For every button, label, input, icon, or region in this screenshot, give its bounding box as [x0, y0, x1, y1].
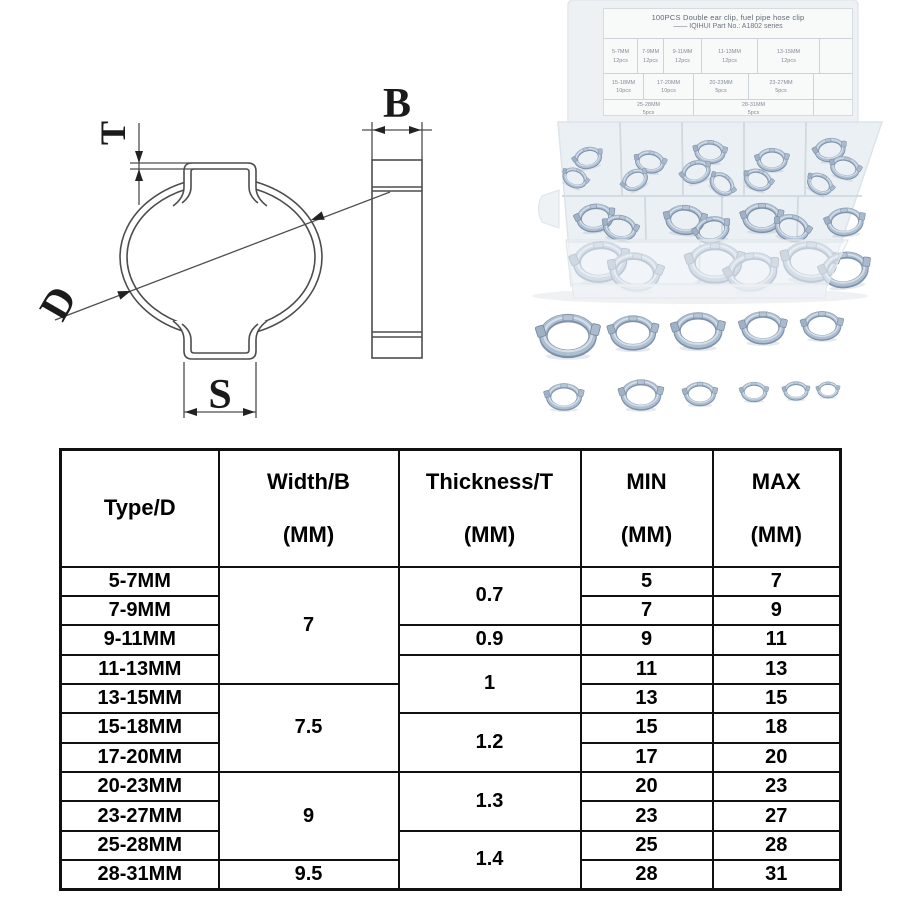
box-label-title: 100PCS Double ear clip, fuel pipe hose clip: [651, 13, 805, 22]
label-size: 25-28MM: [636, 101, 661, 108]
width-label: B: [382, 81, 412, 127]
min-cell: 15: [581, 713, 713, 742]
type-cell: 23-27MM: [61, 801, 219, 830]
min-cell: 5: [581, 567, 713, 596]
label-size: 17-20MM: [656, 79, 681, 86]
label-qty: 5pcs: [775, 88, 787, 94]
type-cell: 15-18MM: [61, 713, 219, 742]
max-cell: 28: [713, 831, 841, 860]
arrow-right-icon: [409, 126, 421, 134]
label-qty: 5pcs: [747, 110, 760, 116]
max-cell: 15: [713, 684, 841, 713]
table-row: [61, 655, 841, 684]
max-cell: 7: [713, 567, 841, 596]
thickness-cell: 1.3: [399, 772, 581, 831]
table-row: [61, 567, 841, 596]
type-cell: 11-13MM: [61, 655, 219, 684]
type-cell: 17-20MM: [61, 743, 219, 772]
loose-clamps-row1: [535, 312, 844, 360]
label-qty: 12pcs: [781, 57, 796, 64]
max-cell: 11: [713, 625, 841, 654]
label-qty: 12pcs: [643, 57, 658, 64]
min-cell: 28: [581, 860, 713, 889]
thickness-cell: 1.2: [399, 713, 581, 772]
min-cell: 17: [581, 743, 713, 772]
label-size: 9-11MM: [672, 49, 693, 56]
thickness-cell: 0.9: [399, 625, 581, 654]
header-max: MAX (MM): [713, 450, 841, 567]
width-cell: 9: [219, 772, 399, 860]
type-cell: 28-31MM: [61, 860, 219, 889]
box-label: [603, 8, 853, 116]
table-row: [61, 713, 841, 742]
type-cell: 5-7MM: [61, 567, 219, 596]
clamp-side-view: [372, 160, 422, 358]
table-row: [61, 831, 841, 860]
thickness-cell: 0.7: [399, 567, 581, 626]
label-qty: 12pcs: [613, 57, 628, 64]
width-cell: 9.5: [219, 860, 399, 889]
ear-width-label: S: [208, 372, 232, 418]
box-label-partno: —— IQIHUI Part No.: A1802 series: [673, 23, 783, 30]
min-cell: 11: [581, 655, 713, 684]
arrow-left-icon: [373, 126, 385, 134]
label-grid-row2: [604, 73, 852, 100]
label-size: 13-15MM: [776, 49, 801, 56]
width-cell: 7: [219, 567, 399, 684]
label-qty: 10pcs: [661, 88, 676, 94]
min-cell: 23: [581, 801, 713, 830]
arrow-up-icon: [135, 169, 143, 181]
thickness-cell: 1.4: [399, 831, 581, 890]
max-cell: 20: [713, 743, 841, 772]
type-cell: 7-9MM: [61, 596, 219, 625]
label-size: 23-27MM: [769, 79, 793, 86]
min-cell: 7: [581, 596, 713, 625]
label-qty: 12pcs: [675, 57, 690, 64]
header-thickness: Thickness/T (MM): [399, 450, 581, 567]
arrow-right-icon: [243, 408, 255, 416]
diameter-line: [55, 192, 390, 320]
label-size: 15-18MM: [611, 79, 636, 86]
label-qty: 10pcs: [616, 88, 631, 94]
max-cell: 13: [713, 655, 841, 684]
header-width: Width/B (MM): [219, 450, 399, 567]
max-cell: 23: [713, 772, 841, 801]
product-photo: [500, 0, 900, 445]
box-front-wall: [566, 240, 848, 286]
diameter-label: D: [31, 278, 87, 329]
table-row: [61, 772, 841, 801]
table-header-row: [61, 450, 841, 567]
max-cell: 18: [713, 713, 841, 742]
max-cell: 31: [713, 860, 841, 889]
table-row: [61, 625, 841, 654]
min-cell: 20: [581, 772, 713, 801]
min-cell: 25: [581, 831, 713, 860]
label-qty: 5pcs: [642, 110, 655, 116]
clamp-front-view: [120, 163, 322, 359]
header-min: MIN (MM): [581, 450, 713, 567]
max-cell: 27: [713, 801, 841, 830]
type-cell: 13-15MM: [61, 684, 219, 713]
box-latch: [539, 190, 560, 228]
label-size: 7-9MM: [641, 49, 660, 56]
box-front-lip: [572, 284, 827, 298]
max-cell: 9: [713, 596, 841, 625]
label-size: 28-31MM: [741, 101, 766, 108]
header-type: Type/D: [61, 450, 219, 567]
min-cell: 9: [581, 625, 713, 654]
label-size: 20-23MM: [709, 79, 733, 86]
thickness-label: T: [93, 120, 133, 146]
label-qty: 12pcs: [722, 57, 737, 64]
arrow-left-icon: [185, 408, 197, 416]
label-size: 11-13MM: [718, 49, 741, 56]
label-size: 5-7MM: [611, 49, 630, 56]
spec-table: [59, 448, 841, 891]
width-dimension: [362, 122, 432, 160]
loose-clamps-row2: [543, 380, 840, 412]
type-cell: 25-28MM: [61, 831, 219, 860]
label-qty: 5pcs: [715, 88, 727, 94]
dimension-drawing: [0, 0, 500, 450]
width-cell: 7.5: [219, 684, 399, 772]
type-cell: 20-23MM: [61, 772, 219, 801]
thickness-cell: 1: [399, 655, 581, 714]
label-grid-row1: [604, 38, 852, 74]
type-cell: 9-11MM: [61, 625, 219, 654]
label-grid-row3: [604, 99, 852, 116]
min-cell: 13: [581, 684, 713, 713]
arrow-down-icon: [135, 151, 143, 163]
